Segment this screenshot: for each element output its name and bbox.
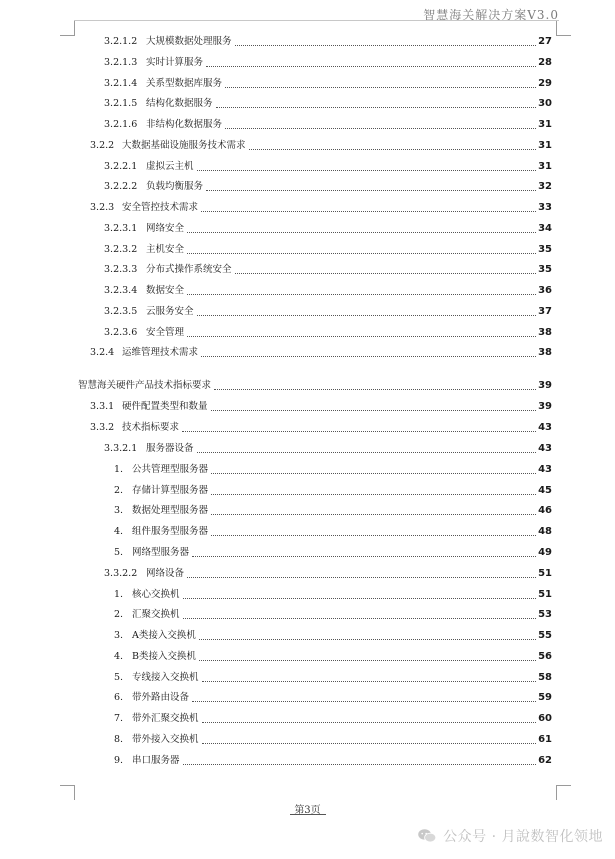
toc-entry-page: 28 [538, 57, 552, 68]
toc-entry-number: 3.2.1.2 [104, 36, 138, 47]
toc-entry-number: 6. [114, 692, 124, 703]
toc-entry-number: 1. [114, 464, 124, 475]
toc-entry[interactable] [104, 262, 552, 278]
toc-entry-page: 58 [538, 672, 552, 683]
toc-entry-title: 组件服务型服务器 [132, 526, 209, 537]
toc-dot-leader [235, 45, 537, 46]
toc-dot-leader [182, 431, 536, 432]
toc-entry-title: A类接入交换机 [132, 630, 196, 641]
toc-entry-number: 1. [114, 589, 124, 600]
toc-entry-page: 51 [538, 589, 552, 600]
toc-dot-leader [211, 410, 537, 411]
toc-entry-number: 3.2.3.4 [104, 285, 138, 296]
toc-entry-title: 数据安全 [146, 285, 185, 296]
footer-rule [290, 814, 326, 815]
watermark [417, 826, 603, 846]
toc-dot-leader [199, 660, 536, 661]
toc-entry[interactable] [104, 96, 552, 112]
toc-entry-number: 3.2.1.5 [104, 98, 138, 109]
toc-entry-page: 33 [538, 202, 552, 213]
toc-dot-leader [249, 149, 537, 150]
toc-entry-title: 非结构化数据服务 [146, 119, 223, 130]
toc-entry-title: 存储计算型服务器 [132, 485, 209, 496]
toc-entry-page: 60 [538, 713, 552, 724]
toc-entry-page: 38 [538, 347, 552, 358]
toc-entry[interactable] [90, 420, 552, 436]
toc-dot-leader [211, 535, 536, 536]
toc-dot-leader [183, 764, 537, 765]
toc-entry[interactable] [114, 732, 552, 748]
toc-dot-leader [225, 87, 536, 88]
toc-entry-page: 31 [538, 161, 552, 172]
toc-entry-title: 实时计算服务 [146, 57, 204, 68]
toc-entry-number: 2. [114, 485, 124, 496]
toc-entry-page: 45 [538, 485, 552, 496]
toc-entry-page: 59 [538, 692, 552, 703]
toc-entry-title: 结构化数据服务 [146, 98, 213, 109]
toc-entry-number: 3.2.3.1 [104, 223, 138, 234]
toc-entry[interactable] [114, 503, 552, 519]
toc-entry-title: 分布式操作系统安全 [146, 264, 232, 275]
toc-entry-number: 3.2.3.3 [104, 264, 138, 275]
toc-dot-leader [216, 107, 537, 108]
toc-entry-number: 7. [114, 713, 124, 724]
toc-dot-leader [199, 639, 536, 640]
toc-entry[interactable] [104, 304, 552, 320]
toc-entry-title: 网络型服务器 [132, 547, 190, 558]
crop-mark-top-left [60, 21, 75, 36]
toc-entry-number: 3.2.1.6 [104, 119, 138, 130]
toc-entry-page: 62 [538, 755, 552, 766]
toc-dot-leader [211, 473, 536, 474]
toc-entry[interactable] [114, 628, 552, 644]
toc-entry-number: 3.3.2.2 [104, 568, 138, 579]
toc-entry[interactable] [114, 670, 552, 686]
toc-entry[interactable] [114, 524, 552, 540]
toc-entry-title: 大规模数据处理服务 [146, 36, 232, 47]
toc-dot-leader [202, 743, 537, 744]
toc-dot-leader [211, 514, 536, 515]
toc-entry[interactable] [104, 325, 552, 341]
toc-dot-leader [197, 315, 537, 316]
toc-entry-number: 3.3.2.1 [104, 443, 138, 454]
toc-entry-title: 硬件配置类型和数量 [122, 401, 208, 412]
toc-entry-number: 3. [114, 630, 124, 641]
toc-entry-number: 3.2.3.6 [104, 327, 138, 338]
toc-entry[interactable] [104, 55, 552, 71]
toc-entry-page: 39 [538, 380, 552, 391]
toc-entry[interactable] [104, 76, 552, 92]
toc-dot-leader [202, 722, 537, 723]
toc-entry-page: 32 [538, 181, 552, 192]
toc-entry-number: 3.2.1.3 [104, 57, 138, 68]
toc-entry[interactable] [104, 283, 552, 299]
toc-dot-leader [187, 577, 536, 578]
toc-entry-page: 36 [538, 285, 552, 296]
toc-entry[interactable] [104, 179, 552, 195]
header-rule [74, 20, 559, 21]
crop-mark-top-right [556, 21, 571, 36]
toc-entry-title: 安全管控技术需求 [122, 202, 199, 213]
toc-entry-title: 大数据基础设施服务技术需求 [122, 140, 246, 151]
toc-entry-title: 串口服务器 [132, 755, 180, 766]
page-number: 第3页 [294, 805, 321, 816]
toc-entry-page: 30 [538, 98, 552, 109]
toc-dot-leader [187, 232, 536, 233]
toc-dot-leader [206, 190, 536, 191]
toc-dot-leader [197, 170, 537, 171]
toc-entry-title: 网络设备 [146, 568, 185, 579]
toc-entry[interactable] [114, 607, 552, 623]
toc-entry-page: 34 [538, 223, 552, 234]
toc-entry-number: 3.2.4 [90, 347, 115, 358]
toc-entry[interactable] [114, 462, 552, 478]
toc-entry[interactable] [104, 117, 552, 133]
toc-entry-title: 数据处理型服务器 [132, 505, 209, 516]
toc-entry-page: 31 [538, 140, 552, 151]
toc-entry-number: 5. [114, 547, 124, 558]
toc-entry[interactable] [114, 711, 552, 727]
toc-entry-page: 35 [538, 244, 552, 255]
toc-entry-page: 43 [538, 422, 552, 433]
toc-entry-title: 带外汇聚交换机 [132, 713, 199, 724]
toc-dot-leader [192, 556, 536, 557]
toc-entry-page: 27 [538, 36, 552, 47]
toc-entry-page: 43 [538, 464, 552, 475]
toc-entry[interactable] [104, 221, 552, 237]
toc-entry-page: 56 [538, 651, 552, 662]
toc-entry-title: 主机安全 [146, 244, 185, 255]
crop-mark-bottom-right [556, 785, 571, 800]
toc-entry-number: 3.2.2.1 [104, 161, 138, 172]
toc-dot-leader [192, 701, 536, 702]
toc-entry-page: 29 [538, 78, 552, 89]
toc-entry[interactable] [114, 545, 552, 561]
toc-dot-leader [187, 294, 536, 295]
toc-entry[interactable] [114, 587, 552, 603]
toc-entry-number: 5. [114, 672, 124, 683]
toc-entry-title: 带外接入交换机 [132, 734, 199, 745]
watermark-text: 公众号 · 月說数智化领地 [443, 829, 603, 845]
toc-entry[interactable] [104, 159, 552, 175]
crop-mark-bottom-left [60, 785, 75, 800]
toc-dot-leader [201, 211, 536, 212]
toc-entry-page: 51 [538, 568, 552, 579]
toc-entry-number: 3.2.2.2 [104, 181, 138, 192]
toc-entry-page: 49 [538, 547, 552, 558]
toc-entry-title: 虚拟云主机 [146, 161, 194, 172]
toc-entry-title: 公共管理型服务器 [132, 464, 209, 475]
toc-dot-leader [187, 253, 536, 254]
toc-entry-number: 2. [114, 609, 124, 620]
toc-entry-number: 3.3.2 [90, 422, 115, 433]
toc-dot-leader [214, 389, 536, 390]
toc-entry-number: 4. [114, 651, 124, 662]
toc-entry-title: 网络安全 [146, 223, 185, 234]
toc-entry-title: 汇聚交换机 [132, 609, 180, 620]
toc-entry[interactable] [114, 483, 552, 499]
toc-entry-number: 4. [114, 526, 124, 537]
toc-entry-page: 48 [538, 526, 552, 537]
toc-entry-page: 39 [538, 401, 552, 412]
toc-entry-number: 3.2.1.4 [104, 78, 138, 89]
toc-entry[interactable] [104, 441, 552, 457]
toc-entry-title: 技术指标要求 [122, 422, 180, 433]
toc-entry-title: 智慧海关硬件产品技术指标要求 [78, 380, 212, 391]
toc-entry[interactable] [90, 200, 552, 216]
toc-entry-title: B类接入交换机 [132, 651, 196, 662]
toc-entry-title: 安全管理 [146, 327, 185, 338]
toc-entry[interactable] [104, 34, 552, 50]
toc-dot-leader [225, 128, 536, 129]
toc-entry[interactable] [114, 690, 552, 706]
toc-entry-title: 关系型数据库服务 [146, 78, 223, 89]
toc-entry[interactable] [90, 138, 552, 154]
toc-entry-title: 负载均衡服务 [146, 181, 204, 192]
toc-entry-page: 46 [538, 505, 552, 516]
toc-dot-leader [235, 273, 537, 274]
wechat-icon [417, 828, 437, 844]
toc-entry-title: 运维管理技术需求 [122, 347, 199, 358]
toc-entry-title: 带外路由设备 [132, 692, 190, 703]
toc-entry-page: 38 [538, 327, 552, 338]
toc-entry-page: 31 [538, 119, 552, 130]
toc-dot-leader [187, 336, 536, 337]
toc-entry-title: 服务器设备 [146, 443, 194, 454]
toc-entry-page: 53 [538, 609, 552, 620]
toc-entry-number: 3.2.3 [90, 202, 115, 213]
toc-entry-page: 43 [538, 443, 552, 454]
toc-entry[interactable] [114, 649, 552, 665]
toc-entry[interactable] [104, 566, 552, 582]
toc-dot-leader [197, 452, 537, 453]
toc-entry-number: 3.3.1 [90, 401, 115, 412]
toc-entry-title: 专线接入交换机 [132, 672, 199, 683]
toc-entry[interactable] [90, 399, 552, 415]
toc-entry[interactable] [104, 242, 552, 258]
toc-dot-leader [201, 356, 536, 357]
toc-entry[interactable] [114, 753, 552, 769]
toc-entry-page: 61 [538, 734, 552, 745]
toc-entry-page: 55 [538, 630, 552, 641]
toc-dot-leader [206, 66, 536, 67]
toc-entry-title: 云服务安全 [146, 306, 194, 317]
toc-dot-leader [202, 681, 537, 682]
toc-entry-page: 37 [538, 306, 552, 317]
toc-entry-title: 核心交换机 [132, 589, 180, 600]
toc-entry-number: 3.2.2 [90, 140, 115, 151]
toc-entry-number: 3.2.3.2 [104, 244, 138, 255]
toc-entry[interactable] [78, 378, 552, 394]
toc-dot-leader [183, 618, 537, 619]
toc-dot-leader [211, 494, 536, 495]
toc-entry-number: 9. [114, 755, 124, 766]
toc-entry-number: 8. [114, 734, 124, 745]
header-title: 智慧海关解决方案V3.0 [423, 8, 559, 22]
toc-entry-page: 35 [538, 264, 552, 275]
toc-dot-leader [183, 598, 537, 599]
toc-entry[interactable] [90, 345, 552, 361]
toc-entry-number: 3.2.3.5 [104, 306, 138, 317]
toc-entry-number: 3. [114, 505, 124, 516]
